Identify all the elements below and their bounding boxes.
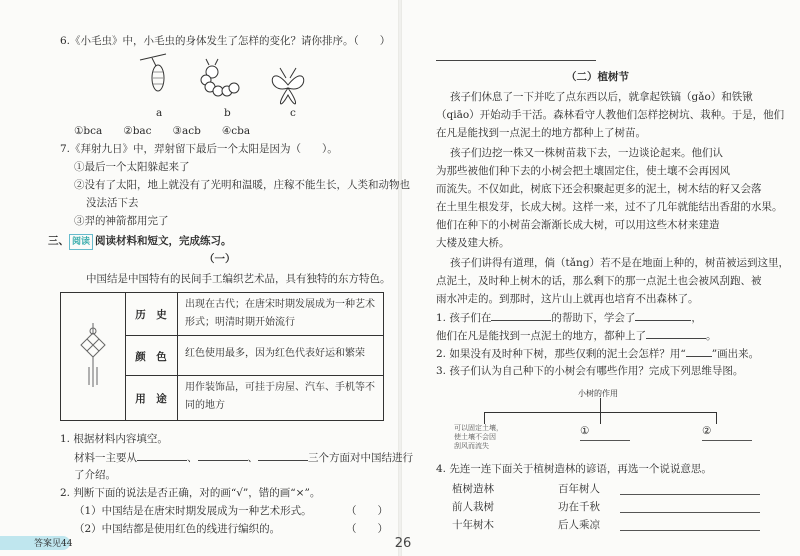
p2-q1-blank1[interactable] bbox=[491, 310, 551, 321]
fill-sep: 、 bbox=[247, 452, 258, 464]
p1-q2-s1: （1）中国结是在唐宋时期发展成为一种艺术形式。 bbox=[74, 505, 312, 517]
label-c: c bbox=[290, 107, 296, 119]
row-color-label: 颜 色 bbox=[135, 351, 167, 363]
p2-q1-b: 的帮助下，学会了 bbox=[551, 312, 636, 324]
p2-q1-c: ， bbox=[691, 312, 702, 324]
proverb-right: 功在千秋 bbox=[558, 501, 600, 513]
chinese-knot-table bbox=[60, 292, 384, 421]
caterpillar-stages-image bbox=[138, 50, 308, 112]
p2-q2 bbox=[436, 346, 759, 361]
reading-tag: 阅读 bbox=[69, 234, 93, 250]
caterpillar-icon bbox=[201, 59, 239, 96]
para-line: 雨水冲走的。到那时，这片山上就再也培育不出森林了。 bbox=[436, 293, 699, 305]
p2-q1-blank2[interactable] bbox=[635, 310, 691, 321]
q7-text: 7.《拜射九日》中，羿射留下最后一个太阳是因为（ ）。 bbox=[60, 143, 338, 155]
proverb-right: 百年树人 bbox=[558, 483, 600, 495]
cocoon-icon bbox=[140, 54, 166, 91]
para-line: 孩子们边挖一株又一株树苗栽下去，一边谈论起来。他们认 bbox=[450, 147, 723, 159]
page-number: 26 bbox=[394, 536, 412, 551]
q7-option-2-cont: 没法活下去 bbox=[86, 197, 139, 209]
p1-q2-text: 2. 判断下面的说法是否正确，对的画“√”，错的画“×”。 bbox=[60, 487, 321, 499]
p2-q2-mark bbox=[686, 346, 712, 357]
p2-q1-a: 1. 孩子们在 bbox=[436, 312, 492, 324]
p1-q2-s1-paren[interactable]: （ ） bbox=[346, 505, 388, 517]
p1-q1-text: 1. 根据材料内容填空。 bbox=[60, 433, 168, 445]
q3-line2 bbox=[436, 50, 596, 65]
row-color-text: 红色使用最多，因为红色代表好运和繁荣 bbox=[185, 348, 365, 359]
row-use-text: 用作装饰品，可挂于房屋、汽车、手机等不同的地方 bbox=[185, 382, 375, 411]
proverb-left: 十年树木 bbox=[452, 519, 494, 531]
para-line: 在土里生根发芽，长成大树。这样一来，过不了几年就能结出香甜的水果。 bbox=[436, 201, 783, 213]
p2-q1-line2 bbox=[436, 328, 717, 343]
answer-line[interactable] bbox=[620, 530, 760, 531]
mindmap-line bbox=[484, 412, 485, 424]
para-line: 为那些被他们种下去的小树会把土壤固定住，使土壤不会再因风 bbox=[436, 165, 730, 177]
p2-q3: 3. 孩子们认为自己种下的小树会有哪些作用？完成下列思维导图。 bbox=[436, 365, 744, 377]
p1-q2-s2-paren[interactable]: （ ） bbox=[346, 523, 388, 535]
passage-1-heading: （一） bbox=[204, 253, 236, 265]
p2-q2-a: 2. 如果没有及时种下树，那些仅剩的泥土会怎样？用“ bbox=[436, 348, 686, 360]
para-line: 而流失。不仅如此，树底下还会积聚起更多的泥土，树木结的籽又会落 bbox=[436, 183, 762, 195]
row-divider bbox=[125, 375, 383, 376]
mindmap-line bbox=[716, 412, 717, 424]
mindmap-leaf-1: 可以固定土壤， 使土壤不会因 刮风而流失 bbox=[454, 424, 503, 450]
mindmap-leaf-2-num: ① bbox=[580, 425, 590, 437]
proverb-right: 后人乘凉 bbox=[558, 519, 600, 531]
para-line: 在凡是能找到一点泥土的地方都种上了树苗。 bbox=[436, 127, 646, 139]
mindmap-center: 小树的作用 bbox=[578, 389, 618, 398]
section-3-heading bbox=[48, 234, 232, 250]
p2-q1-e: 。 bbox=[706, 330, 717, 342]
passage-1-intro: 中国结是中国特有的民间手工编织艺术品，具有独特的东方特色。 bbox=[86, 273, 391, 285]
fill-label: 材料一主要从 bbox=[74, 452, 137, 464]
row-divider bbox=[125, 335, 383, 336]
p1-q1-fill-end: 了介绍。 bbox=[74, 469, 116, 481]
p2-q1-d: 他们在凡是能找到一点泥土的地方，都种上了 bbox=[436, 330, 646, 342]
section-3-title: 阅读材料和短文，完成练习。 bbox=[95, 235, 232, 247]
answer-ref: 答案见44 bbox=[34, 539, 73, 549]
passage-2-heading: （二）植树节 bbox=[566, 71, 629, 83]
answer-line[interactable] bbox=[620, 494, 760, 495]
para-line: （qiāo）开始动手干活。森林看守人教他们怎样挖树坑、栽种。于是，他们 bbox=[436, 109, 785, 121]
p2-q1 bbox=[436, 310, 702, 325]
blank-3[interactable] bbox=[258, 450, 308, 461]
para-line: 他们在种下的小树苗会渐渐长成大树，可以用这些木材来建造 bbox=[436, 219, 720, 231]
blank-2[interactable] bbox=[198, 450, 248, 461]
chinese-knot-icon bbox=[61, 293, 125, 420]
row-history-text: 出现在古代；在唐宋时期发展成为一种艺术形式；明清时期开始流行 bbox=[185, 299, 375, 328]
q3-blank-char[interactable] bbox=[436, 50, 476, 61]
fill-sep: 、 bbox=[187, 452, 198, 464]
q7-option-2: ②没有了太阳，地上就没有了光明和温暖，庄稼不能生长，人类和动物也 bbox=[74, 179, 410, 191]
q3-blank-reason[interactable] bbox=[476, 50, 596, 61]
mindmap-leaf-3-num: ② bbox=[702, 425, 712, 437]
label-b: b bbox=[224, 107, 231, 119]
section-3-num: 三、 bbox=[48, 235, 69, 247]
q7-option-3: ③羿的神箭都用完了 bbox=[74, 215, 169, 227]
mindmap-leaf-2-blank[interactable] bbox=[580, 440, 630, 441]
mindmap-leaf-3-blank[interactable] bbox=[702, 440, 752, 441]
p1-q1-fill bbox=[74, 450, 413, 465]
q6-options: ①bca ②bac ③acb ④cba bbox=[74, 125, 251, 137]
proverb-left: 植树造林 bbox=[452, 483, 494, 495]
para-line: 大楼及建大桥。 bbox=[436, 237, 510, 249]
row-use-label: 用 途 bbox=[135, 393, 167, 405]
para-line: 点泥土，及时种上树木的话，那么剩下的那一点泥土也会被风刮跑、被 bbox=[436, 275, 762, 287]
para-line: 孩子们讲得有道理，倘（tǎng）若不是在地面上种的，树苗被运到这里， bbox=[450, 257, 789, 269]
proverb-left: 前人栽树 bbox=[452, 501, 494, 513]
right-page bbox=[400, 0, 800, 556]
knot-image-cell bbox=[61, 293, 126, 420]
para-line: 孩子们休息了一下并吃了点东西以后，就拿起铁镐（gǎo）和铁锹 bbox=[450, 91, 753, 103]
p2-q2-b: ”画出来。 bbox=[711, 348, 760, 360]
q7-option-1: ①最后一个太阳躲起来了 bbox=[74, 161, 190, 173]
blank-1[interactable] bbox=[137, 450, 187, 461]
p1-q2-s2: （2）中国结都是使用红色的线进行编织的。 bbox=[74, 523, 281, 535]
p2-q4: 4. 先连一连下面关于植树造林的谚语，再选一个说说意思。 bbox=[436, 463, 712, 475]
p2-q1-blank3[interactable] bbox=[646, 328, 706, 339]
mindmap-line bbox=[600, 398, 601, 412]
row-history-label: 历 史 bbox=[135, 309, 167, 321]
answer-line[interactable] bbox=[620, 512, 760, 513]
butterfly-icon bbox=[272, 68, 304, 104]
label-a: a bbox=[156, 107, 163, 119]
mindmap-line bbox=[600, 412, 601, 424]
q6-text: 6.《小毛虫》中，小毛虫的身体发生了怎样的变化？请你排序。（ ） bbox=[60, 35, 391, 47]
fill-label: 三个方面对中国结进行 bbox=[308, 452, 413, 464]
